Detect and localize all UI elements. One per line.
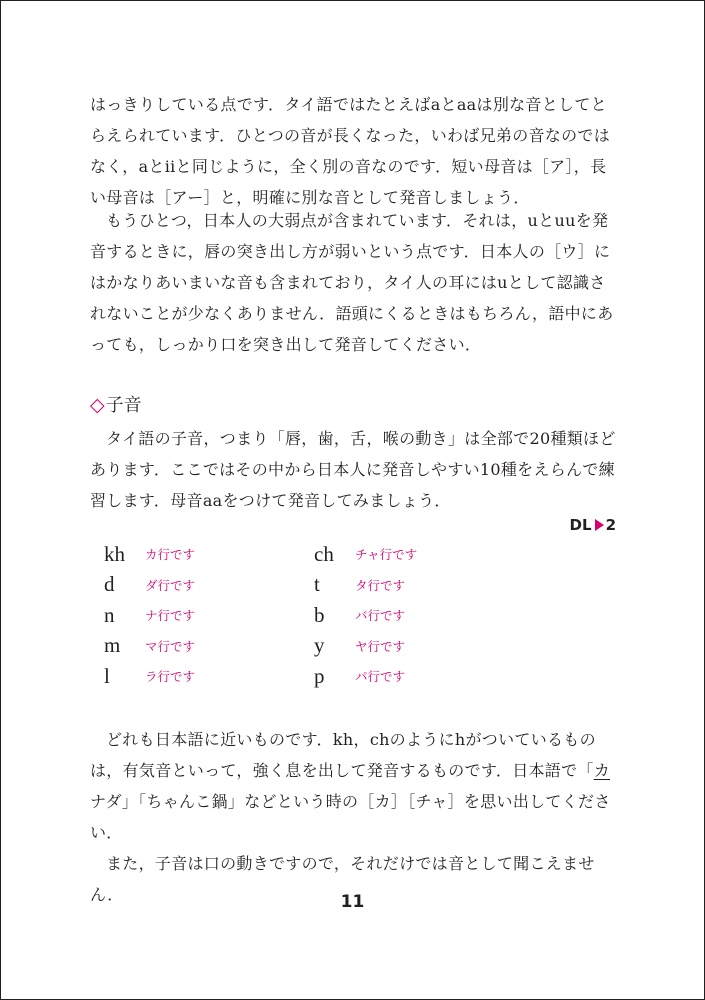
consonant-row [104,661,195,692]
page-number: 11 [340,892,365,912]
consonant-kana-hint: ラ行です [145,669,196,685]
diamond-icon: ◇ [90,394,105,416]
consonant-list-left [104,539,195,692]
consonant-row [314,661,417,692]
consonant-row [314,539,417,570]
consonant-letter: m [104,633,121,658]
consonant-kana-hint: タ行です [355,577,406,593]
consonant-kana-hint: カ行です [145,547,196,563]
consonant-row [314,631,417,662]
aspirated-text-start: どれも日本語に近いものです．kh，chのようにhがついているものは，有気音といって，強く息を出して発音するものです．日本語で「 [90,730,596,780]
consonant-row [314,570,417,601]
play-arrow-icon [595,519,604,531]
consonant-letter: p [314,663,325,688]
consonant-list-right [314,539,417,692]
section-title: 子音 [105,395,142,416]
aspirated-text-end: ナダ」「ちゃんこ鍋」などという時の［カ］［チャ］を思い出してください． [90,792,611,842]
consonant-row [104,570,195,601]
consonant-row [104,600,195,631]
download-track-marker [570,514,616,536]
consonant-letter: b [314,602,325,627]
paragraph-aspirated [90,724,620,910]
download-label: DL [569,516,592,534]
consonant-letter: l [104,663,110,688]
download-track-number: 2 [605,516,616,534]
consonant-letter: ch [314,541,334,566]
consonant-letter: n [104,602,115,627]
consonant-kana-hint: ナ行です [145,608,196,624]
consonant-kana-hint: パ行です [355,669,406,685]
paragraph-consonant-sound: また，子音は口の動きですので，それだけでは音として聞こえません． [90,854,595,904]
consonant-letter: kh [104,541,125,566]
consonant-kana-hint: ヤ行です [355,638,406,654]
consonant-letter: t [314,572,320,597]
consonant-row [104,539,195,570]
consonant-kana-hint: チャ行です [355,547,418,563]
underlined-kana: カ [593,761,611,780]
paragraph-consonant-intro: タイ語の子音，つまり「唇，歯，舌，喉の動き」は全部で20種類ほどあります．ここではその中から日本人に発音しやすい10種をえらんで練習します．母音aaをつけて発音してみましょう． [90,429,616,510]
consonant-row [104,631,195,662]
consonant-row [314,600,417,631]
paragraph-vowel-length: はっきりしている点です．タイ語ではたとえばaとaaは別な音としてとらえられています．ひとつの音が長くなった，いわば兄弟の音なのではなく，aとiiと同じように，全く別の音なのです．短い母音は［ア］，長い母音は［アー］と，明確に別な音として発音しましょう． [90,95,611,207]
consonant-letter: y [314,633,325,658]
consonant-kana-hint: マ行です [145,638,196,654]
section-heading [90,391,142,420]
paragraph-lip-rounding: もうひとつ，日本人の大弱点が含まれています．それは，uとuuを発音するときに，唇の突き出し方が弱いという点です．日本人の［ウ］にはかなりあいまいな音も含まれており，タイ人の耳にはuとして認識されないことが少なくありません．語頭にくるときはもちろん，語中にあっても，しっかり口を突き出して発音してください． [90,211,614,354]
consonant-kana-hint: ダ行です [145,577,196,593]
consonant-letter: d [104,572,115,597]
consonant-kana-hint: バ行です [355,608,406,624]
